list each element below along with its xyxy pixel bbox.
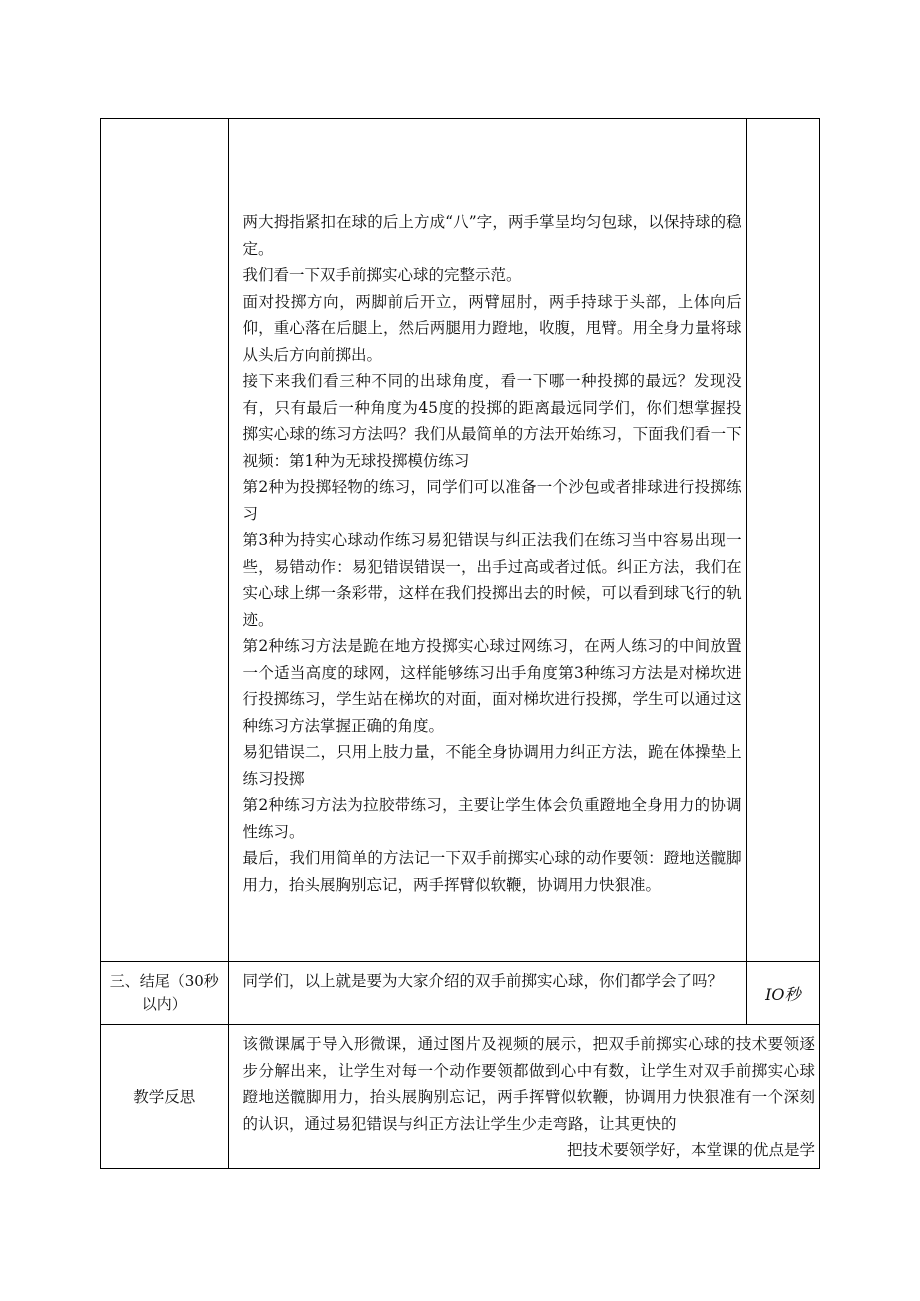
reflection-last-line: 把技术要领学好，本堂课的优点是学 xyxy=(566,1141,815,1159)
main-content-row xyxy=(101,119,820,962)
paragraph: 第2种练习方法是跪在地方投掷实心球过网练习，在两人练习的中间放置一个适当高度的球网，这样能够练习出手角度第3种练习方法是对梯坎进行投掷练习，学生站在梯坎的对面，面对梯坎进行投掷，学生可以通过这种练习方法掌握正确的角度。 xyxy=(242,637,742,735)
ending-row xyxy=(101,962,820,1025)
reflection-text: 该微课属于导入形微课，通过图片及视频的展示，把双手前掷实心球的技术要领逐步分解出来，让学生对每一个动作要领都做到心中有数，让学生对双手前掷实心球蹬地送髋脚用力，抬头展胸别忘记，两手挥臂似软鞭，协调用力快狠准有一个深刻的认识，通过易犯错误与纠正方法让学生少走弯路，让其更快的 xyxy=(242,1035,815,1133)
ending-text: 同学们，以上就是要为大家介绍的双手前掷实心球，你们都学会了吗？ xyxy=(242,972,724,990)
paragraph: 两大拇指紧扣在球的后上方成“八”字，两手掌呈均匀包球，以保持球的稳定。 xyxy=(242,213,742,258)
reflection-row xyxy=(101,1025,820,1169)
stage-label-line2: 以内） xyxy=(141,995,187,1013)
reflection-label: 教学反思 xyxy=(101,1025,229,1169)
stage-label-cell xyxy=(101,962,229,1025)
stage-label-line1: 三、结尾（30秒 xyxy=(109,972,219,990)
main-content-cell xyxy=(228,119,746,962)
time-value: IO秒 xyxy=(746,962,819,1025)
ending-content-cell xyxy=(228,962,746,1025)
lesson-plan-table xyxy=(100,118,820,1169)
paragraph: 接下来我们看三种不同的出球角度，看一下哪一种投掷的最远？发现没有，只有最后一种角度为45度的投掷的距离最远同学们，你们想掌握投掷实心球的练习方法吗？我们从最简单的方法开始练习，下面我们看一下视频：第1种为无球投掷模仿练习 xyxy=(242,372,742,470)
paragraph: 最后，我们用简单的方法记一下双手前掷实心球的动作要领：蹬地送髋脚用力，抬头展胸别忘记，两手挥臂似软鞭，协调用力快狠准。 xyxy=(242,849,742,894)
paragraph: 第3种为持实心球动作练习易犯错误与纠正法我们在练习当中容易出现一些，易错动作：易犯错误错误一，出手过高或者过低。纠正方法，我们在实心球上绑一条彩带，这样在我们投掷出去的时候，可以看到球飞行的轨迹。 xyxy=(242,531,742,629)
paragraph: 面对投掷方向，两脚前后开立，两臂屈肘，两手持球于头部，上体向后仰，重心落在后腿上，然后两腿用力蹬地，收腹，甩臂。用全身力量将球从头后方向前掷出。 xyxy=(242,292,742,364)
paragraph: 第2种练习方法为拉胶带练习，主要让学生体会负重蹬地全身用力的协调性练习。 xyxy=(242,796,742,841)
paragraph: 第2种为投掷轻物的练习，同学们可以准备一个沙包或者排球进行投掷练习 xyxy=(242,478,742,523)
paragraph: 易犯错误二，只用上肢力量，不能全身协调用力纠正方法，跪在体操垫上练习投掷 xyxy=(242,743,742,788)
paragraph: 我们看一下双手前掷实心球的完整示范。 xyxy=(242,266,522,284)
reflection-content-cell xyxy=(228,1025,819,1169)
stage-cell-empty xyxy=(101,119,229,962)
time-cell-empty xyxy=(746,119,819,962)
